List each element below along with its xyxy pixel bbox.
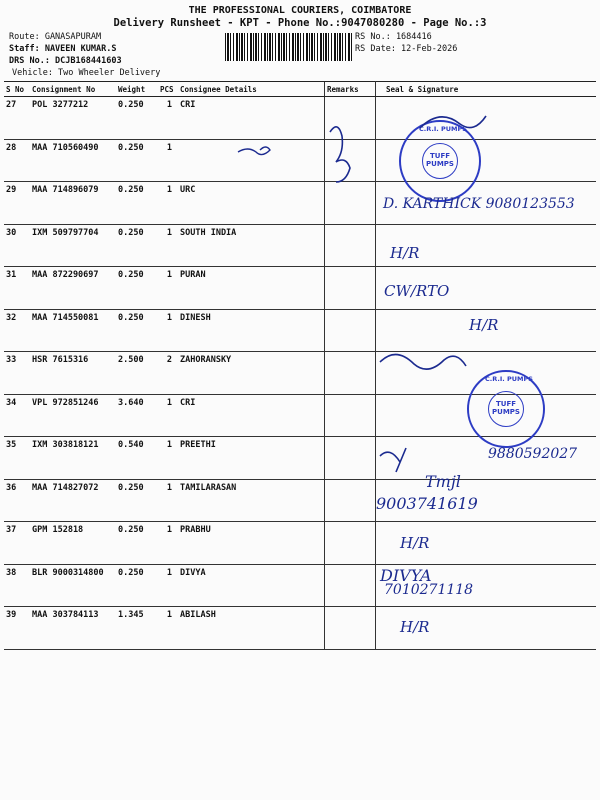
route-label: Route: GANASAPURAM	[9, 32, 102, 42]
col-seal-signature: Seal & Signature	[376, 82, 597, 97]
consignee-cell: URC	[178, 182, 325, 225]
weight-cell: 1.345	[116, 607, 158, 650]
consignment-cell: MAA 710560490	[30, 139, 116, 182]
consignee-cell: TAMILARASAN	[178, 479, 325, 522]
drs-number: DRS No.: DCJB168441603	[9, 56, 122, 66]
staff-label: Staff: NAVEEN KUMAR.S	[9, 44, 117, 54]
remarks-scribble	[330, 127, 350, 182]
sno-cell: 30	[4, 224, 30, 267]
consignee-cell: CRI	[178, 394, 325, 437]
consignee-cell: SOUTH INDIA	[178, 224, 325, 267]
pcs-cell: 1	[158, 394, 178, 437]
row30-hr: H/R	[390, 244, 420, 262]
stamp-ring-text: C.R.I. PUMPS	[419, 125, 467, 133]
col-consignment: Consignment No	[30, 82, 116, 97]
rs-number: RS No.: 1684416	[355, 32, 432, 42]
consignment-cell: MAA 872290697	[30, 267, 116, 310]
pcs-cell: 1	[158, 224, 178, 267]
col-sno: S No	[4, 82, 30, 97]
consignee-cell: PURAN	[178, 267, 325, 310]
row38-phone: 7010271118	[384, 582, 474, 598]
sno-cell: 32	[4, 309, 30, 352]
consignment-cell: IXM 509797704	[30, 224, 116, 267]
vehicle-label: Vehicle: Two Wheeler Delivery	[12, 68, 161, 78]
consignee-cell: ZAHORANSKY	[178, 352, 325, 395]
pcs-cell: 1	[158, 522, 178, 565]
stamp-inner-2: TUFF PUMPS	[488, 391, 524, 427]
row32-hr: H/R	[469, 316, 499, 334]
weight-cell: 0.540	[116, 437, 158, 480]
pcs-cell: 1	[158, 97, 178, 140]
sno-cell: 31	[4, 267, 30, 310]
consignment-cell: VPL 972851246	[30, 394, 116, 437]
consignment-cell: MAA 714896079	[30, 182, 116, 225]
row35-mark	[380, 448, 406, 472]
pcs-cell: 1	[158, 479, 178, 522]
consignee-cell: DIVYA	[178, 564, 325, 607]
pcs-cell: 1	[158, 564, 178, 607]
consignee-cell: PREETHI	[178, 437, 325, 480]
col-remarks: Remarks	[325, 82, 376, 97]
sno-cell: 27	[4, 97, 30, 140]
weight-cell: 0.250	[116, 139, 158, 182]
pcs-cell: 1	[158, 437, 178, 480]
sno-cell: 36	[4, 479, 30, 522]
weight-cell: 0.250	[116, 224, 158, 267]
col-weight: Weight	[116, 82, 158, 97]
col-pcs: PCS	[158, 82, 178, 97]
row29-signature: D. KARTHICK 9080123553	[383, 196, 575, 212]
weight-cell: 0.250	[116, 267, 158, 310]
weight-cell: 0.250	[116, 97, 158, 140]
pcs-cell: 1	[158, 182, 178, 225]
row35-phone: 9880592027	[488, 446, 578, 462]
weight-cell: 0.250	[116, 479, 158, 522]
row33-signature	[380, 354, 466, 369]
rs-date: RS Date: 12-Feb-2026	[355, 44, 458, 54]
consignment-cell: GPM 152818	[30, 522, 116, 565]
company-title: THE PROFESSIONAL COURIERS, COIMBATORE	[188, 5, 412, 16]
row27-signature	[420, 116, 486, 128]
weight-cell: 3.640	[116, 394, 158, 437]
sno-cell: 33	[4, 352, 30, 395]
row28-scribble	[238, 147, 270, 155]
row31-note: CW/RTO	[384, 282, 450, 300]
sno-cell: 29	[4, 182, 30, 225]
consignment-cell: MAA 303784113	[30, 607, 116, 650]
consignee-cell: PRABHU	[178, 522, 325, 565]
weight-cell: 0.250	[116, 564, 158, 607]
consignment-cell: IXM 303818121	[30, 437, 116, 480]
sno-cell: 39	[4, 607, 30, 650]
consignee-cell: CRI	[178, 97, 325, 140]
consignment-cell: MAA 714827072	[30, 479, 116, 522]
consignee-cell: DINESH	[178, 309, 325, 352]
weight-cell: 2.500	[116, 352, 158, 395]
pcs-cell: 2	[158, 352, 178, 395]
pcs-cell: 1	[158, 309, 178, 352]
sno-cell: 35	[4, 437, 30, 480]
consignee-cell: ABILASH	[178, 607, 325, 650]
runsheet-subtitle: Delivery Runsheet - KPT - Phone No.:9047080280 - Page No.:3	[113, 17, 487, 29]
consignment-cell: MAA 714550081	[30, 309, 116, 352]
row36-phone: 9003741619	[376, 494, 478, 513]
sno-cell: 37	[4, 522, 30, 565]
col-consignee-details: Consignee Details	[178, 82, 325, 97]
pcs-cell: 1	[158, 267, 178, 310]
sno-cell: 38	[4, 564, 30, 607]
stamp-inner: TUFF PUMPS	[422, 143, 458, 179]
consignment-cell: POL 3277212	[30, 97, 116, 140]
consignment-cell: BLR 9000314800	[30, 564, 116, 607]
row37-hr: H/R	[400, 534, 430, 552]
pcs-cell: 1	[158, 607, 178, 650]
pcs-cell: 1	[158, 139, 178, 182]
weight-cell: 0.250	[116, 522, 158, 565]
stamp-ring-text-2: C.R.I. PUMPS	[485, 375, 533, 383]
weight-cell: 0.250	[116, 309, 158, 352]
row38-name: DIVYA	[380, 566, 432, 585]
consignment-cell: HSR 7615316	[30, 352, 116, 395]
weight-cell: 0.250	[116, 182, 158, 225]
row36-signature: Tmjl	[425, 472, 461, 491]
sno-cell: 34	[4, 394, 30, 437]
sno-cell: 28	[4, 139, 30, 182]
row39-hr: H/R	[400, 618, 430, 636]
